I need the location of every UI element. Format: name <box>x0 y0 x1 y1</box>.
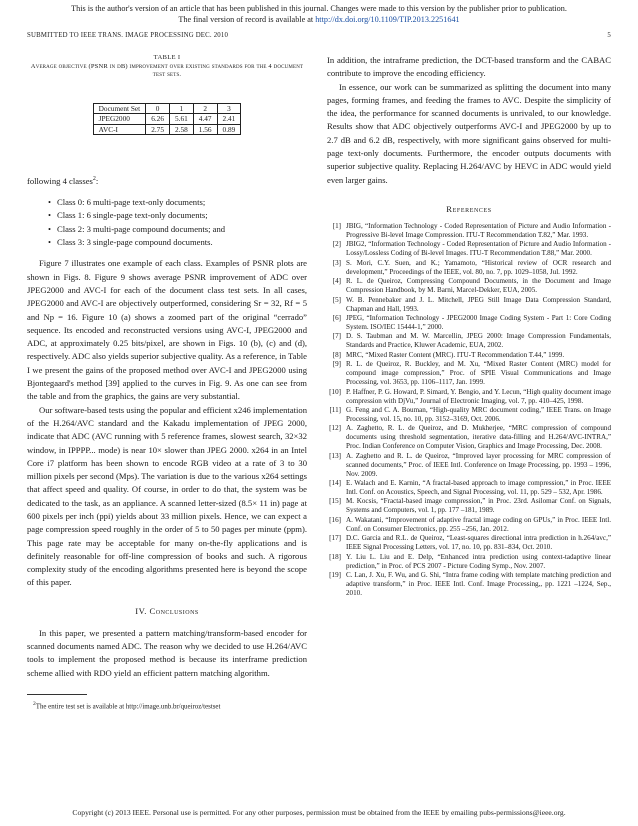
reference-text: D.C. Garcia and R.L. de Queiroz, “Least-squares directional intra prediction in h.264/avc,” IEEE Signal Processing Letters, vol. 17, no. 10, pp. 831–834, Oct. 2010. <box>346 534 611 552</box>
reference-item <box>327 360 611 387</box>
reference-number: [19] <box>329 571 341 580</box>
reference-item <box>327 479 611 497</box>
table-row <box>93 114 241 124</box>
table-caption <box>27 54 307 80</box>
reference-number: [9] <box>332 360 341 369</box>
table-cell: 4.47 <box>193 114 217 124</box>
reference-item <box>327 516 611 534</box>
reference-item <box>327 534 611 552</box>
speed-paragraph: Our software-based tests using the popular and efficient x246 implementation of the H.264/AVC standard and the Kakadu implementation of JPEG 2000, indicate that ADC (AVC running with 5 reference frames, slowest search, 32×32 window, in IPPPP... mode) is near 10× slower than JPEG 2000. x264 in an Intel Core i7 platform has been shown to encode RGB video at a rate of 3 to 30 million pixels per second (Mps). The variation is due to the various x264 settings that affect speed and quality. Of course, in order to do that, the system was be dedicated to the task, as an appliance. A scanned letter-sized (8.5× 11 in) page at 600 pixels per inch (ppi) yields about 33 million pixels. Hence, we can expect a page compression speed roughly in the order of 5 to 50 pages per minute (ppm). This page rate may be acceptable for many on-the-fly applications and is definitely reasonable for off-line compression of books and such. A rigorous complexity study of the encoding algorithms presented here is beyond the scope of this paper. <box>27 404 307 588</box>
journal-running-title: SUBMITTED TO IEEE TRANS. IMAGE PROCESSING DEC. 2010 <box>27 32 229 39</box>
reference-text: D. S. Taubman and M. W. Marcellin, JPEG 2000: Image Compression Fundamentals, Standards and Practice, Kluwer Academic, EUA, 2002. <box>346 332 611 350</box>
publisher-banner <box>0 3 638 25</box>
reference-item <box>327 277 611 295</box>
reference-text: M. Kocsis, “Fractal-based image compression,” in Proc. 23rd. Asilomar Conf. on Signals, Systems and Computers, vol. 1, pp. 177 –181, 1989. <box>346 497 611 515</box>
table-caption-text: Average objective (PSNR in dB) improvement over existing standards for the 4 document test sets. <box>30 62 304 79</box>
reference-text: A. Wakatani, “Improvement of adaptive fractal image coding on GPUs,” in Proc. IEEE Intl. Conf. on Consumer Electronics, pp. 255 –256, Jan. 2012. <box>346 515 611 533</box>
table-cell: JPEG2000 <box>93 114 146 124</box>
reference-item <box>327 452 611 479</box>
table-header-row <box>93 103 241 113</box>
reference-number: [6] <box>332 314 341 322</box>
reference-number: [5] <box>332 295 341 304</box>
table-header-cell: 0 <box>146 103 170 113</box>
continued-paragraph: In addition, the intraframe prediction, the DCT-based transform and the CABAC contribute to improve the encoding efficiency. <box>327 55 611 79</box>
reference-text: Y. Liu L. Liu and E. Delp, “Enhanced intra prediction using context-tadaptive linear prediction,” in Proc. of PCS 2007 - Picture Coding Symp., Nov. 2007. <box>346 552 611 570</box>
reference-text: R. L. de Queiroz, R. Buckley, and M. Xu, “Mixed Raster Content (MRC) model for compound image compression,” Proc. of SPIE Visual Communications and Image Processing, vol. 3653, pp. 1106–1117, Jan. 1999. <box>346 360 611 387</box>
reference-number: [11] <box>329 406 341 415</box>
classes-intro <box>27 173 307 188</box>
reference-number: [14] <box>329 479 341 488</box>
reference-number: [12] <box>329 424 341 433</box>
reference-item <box>327 296 611 314</box>
section-title-conclusions: IV. Conclusions <box>135 605 199 616</box>
table-cell: 2.58 <box>169 124 193 134</box>
left-column <box>27 54 307 711</box>
banner-line-2 <box>0 14 638 25</box>
banner-line-1: This is the author's version of an article that has been published in this journal. Changes were made to this version by the publisher prior to publication. <box>71 4 567 13</box>
reference-number: [13] <box>329 451 341 460</box>
table-cell: 2.41 <box>217 114 241 124</box>
reference-text: A. Zaghetto and R. L. de Queiroz, “Improved layer processing for MRC compression of scanned documents,” Proc. of IEEE Intl. Conference on Image Processing, pp. 1993 – 1996, Nov. 2009. <box>346 451 611 478</box>
conclusions-paragraph: In this paper, we presented a pattern matching/transform-based encoder for scanned documents named ADC. The reason why we decided to use H.264/AVC tools to implement the proposed method is because its interframe prediction scheme allied with RDO yield an efficient pattern matching algorithm. <box>27 627 307 678</box>
reference-text: C. Lan, J. Xu, F. Wu, and G. Shi, “Intra frame coding with template matching prediction and adaptive transform,” in Proc. IEEE Intl. Conf. Image Processing,, pp. 1221 –1224, Sep., 2010. <box>346 571 611 597</box>
reference-item <box>327 351 611 360</box>
list-item: • Class 0: 6 multi-page text-only documents; <box>57 196 307 209</box>
reference-item <box>327 553 611 571</box>
reference-number: [7] <box>332 332 341 341</box>
table-cell: 0.89 <box>217 124 241 134</box>
reference-text: JPEG, “Information Technology - JPEG2000 Image Coding System - Part 1: Core Coding System. ISO/IEC 15444-1,” 2000. <box>346 314 611 331</box>
reference-text: MRC, “Mixed Raster Content (MRC). ITU-T Recommendation T.44,” 1999. <box>346 350 565 359</box>
table-header-cell: 3 <box>217 103 241 113</box>
footnote <box>27 700 307 711</box>
summary-paragraph: In essence, our work can be summarized as splitting the document into many pages, forming frames, and feeding the frames to AVC. Despite the simplicity of the idea, the performance for scanned documents is unrivaled, to our knowledge. Results show that ADC objectively outperforms AVC-I and JPEG2000 by up to 2.7 dB and 6.2 dB, respectively, with more significant gains observed for multi-page text-only documents. Furthermore, the encoder outputs documents with superior subjective quality. Replacing H.264/AVC by HEVC in ADC would yield even larger gains. <box>327 81 611 185</box>
reference-item <box>327 388 611 406</box>
reference-item <box>327 222 611 240</box>
reference-number: [15] <box>329 497 341 506</box>
reference-number: [2] <box>332 240 341 249</box>
reference-list <box>327 222 611 598</box>
footnote-marker[interactable]: 2 <box>92 176 96 182</box>
table-cell: 5.61 <box>169 114 193 124</box>
reference-item <box>327 424 611 451</box>
reference-number: [18] <box>329 552 341 561</box>
table-header-cell: 1 <box>169 103 193 113</box>
reference-number: [4] <box>332 277 341 286</box>
reference-number: [10] <box>329 387 341 396</box>
reference-text: G. Feng and C. A. Bouman, “High-quality MRC document coding,” IEEE Trans. on Image Processing, vol. 15, no. 10, pp. 3152–3169, Oct. 2006. <box>346 406 611 423</box>
reference-text: S. Mori, C.Y. Suen, and K.; Yamamoto, “Historical review of OCR research and development,” Proceedings of the IEEE, vol. 80, no. 7, pp. 1029–1058, Jul. 1992. <box>346 258 611 276</box>
doi-link[interactable]: http://dx.doi.org/10.1109/TIP.2013.2251641 <box>315 15 460 24</box>
footnote-text: The entire test set is available at http://image.unb.br/queiroz/testset <box>35 703 221 711</box>
right-column <box>327 54 611 598</box>
table-cell: AVC-I <box>93 124 146 134</box>
table-header-cell: 2 <box>193 103 217 113</box>
footnote-number: 2 <box>33 700 36 707</box>
list-item: • Class 1: 6 single-page text-only documents; <box>57 209 307 222</box>
table-row <box>93 124 241 134</box>
reference-number: [8] <box>332 350 341 359</box>
running-head <box>27 32 611 39</box>
reference-item <box>327 497 611 515</box>
classes-intro-colon: : <box>95 175 99 186</box>
list-item: • Class 3: 3 single-page compound documents. <box>57 236 307 249</box>
reference-number: [3] <box>332 258 341 267</box>
table-cell: 1.56 <box>193 124 217 134</box>
table-cell: 2.75 <box>146 124 170 134</box>
reference-number: [1] <box>332 221 341 230</box>
reference-text: E. Walach and E. Karnin, “A fractal-based approach to image compression,” in Proc. IEEE Intl. Conf. on Acoustics, Speech, and Signal Processing, vol. 11, pp. 529 – 532, Apr. 1986. <box>346 479 611 496</box>
reference-item <box>327 314 611 332</box>
reference-item <box>327 571 611 598</box>
reference-text: P. Haffner, P. G. Howard, P. Simard, Y. Bengio, and Y. Lecun, “High quality document image compression with DjVu,” Journal of Electronic Imaging, vol. 7, pp. 410–425, 1998. <box>346 387 611 405</box>
psnr-improvement-table <box>93 103 242 135</box>
footnote-divider <box>27 694 87 695</box>
banner-line-2-prefix: The final version of record is available at <box>178 15 314 24</box>
reference-text: A. Zaghetto, R. L. de Queiroz, and D. Mukherjee, “MRC compression of compound documents using threshold segmentation, iterative data-filling and H.264/AVC-INTRA,” Proc. Indian Conference on Computer Vision, Graphics and Image Processing, Dec. 2008. <box>346 424 611 451</box>
reference-text: W. B. Pennebaker and J. L. Mitchell, JPEG Still Image Data Compression Standard, Chapman and Hall, 1993. <box>346 295 611 313</box>
reference-text: R. L. de Queiroz, Compressing Compound Documents, in the Document and Image Compression Handbook, by M. Barni, Marcel-Dekker, EUA, 2005. <box>346 277 611 295</box>
document-classes-list <box>57 196 307 249</box>
table-label: TABLE I <box>153 54 181 61</box>
table-header-cell: Document Set <box>93 103 146 113</box>
reference-item <box>327 240 611 258</box>
results-paragraph: Figure 7 illustrates one example of each class. Examples of PSNR plots are shown in Figs. 8. Figure 9 shows average PSNR improvement of ADC over JPEG2000 and AVC-I for each of the document class test sets. In all cases, JPEG2000 and AVC-I are objectively outperformed, considering Sr = 32, Rf = 5 and Np = 16. Figure 10 (a) shows a zoomed part of the original “cerrado” sequence. Its encoded and reconstructed versions using AVC-I, JPEG2000 and ADC, at approximately 0.25 bits/pixel, are shown in Figs. 10 (b), (c) and (d), respectively. ADC also yields superior subjective quality. As a reference, in Table I we present the gains of the proposed method over AVC-I and JPEG2000 using Bjontegaard's method [39] applied to the curves in Fig. 9. As one can see from the table and from the graphics, the gains are very substantial. <box>27 258 307 402</box>
reference-number: [16] <box>329 515 341 524</box>
reference-number: [17] <box>329 534 341 543</box>
reference-text: JBIG, “Information Technology - Coded Representation of Picture and Audio Information - Progressive Bi-level Image Compression. ITU-T Recommendation T.82,” Mar. 1993. <box>346 221 611 239</box>
page-number: 5 <box>607 32 611 39</box>
table-cell: 6.26 <box>146 114 170 124</box>
classes-intro-text: following 4 classes <box>27 175 93 186</box>
references-title: References <box>446 203 492 214</box>
list-item: • Class 2: 3 multi-page compound documents; and <box>57 223 307 236</box>
reference-item <box>327 332 611 350</box>
copyright-notice: Copyright (c) 2013 IEEE. Personal use is permitted. For any other purposes, permission must be obtained from the IEEE by emailing pubs-permissions@ieee.org. <box>72 808 566 817</box>
reference-text: JBIG2, “Information Technology - Coded Representation of Picture and Audio Information - Lossy/Lossless Coding of Bi-level Images. ITU-T Recommendation T.88,” Mar. 2000. <box>346 240 611 258</box>
reference-item <box>327 259 611 277</box>
reference-item <box>327 406 611 424</box>
